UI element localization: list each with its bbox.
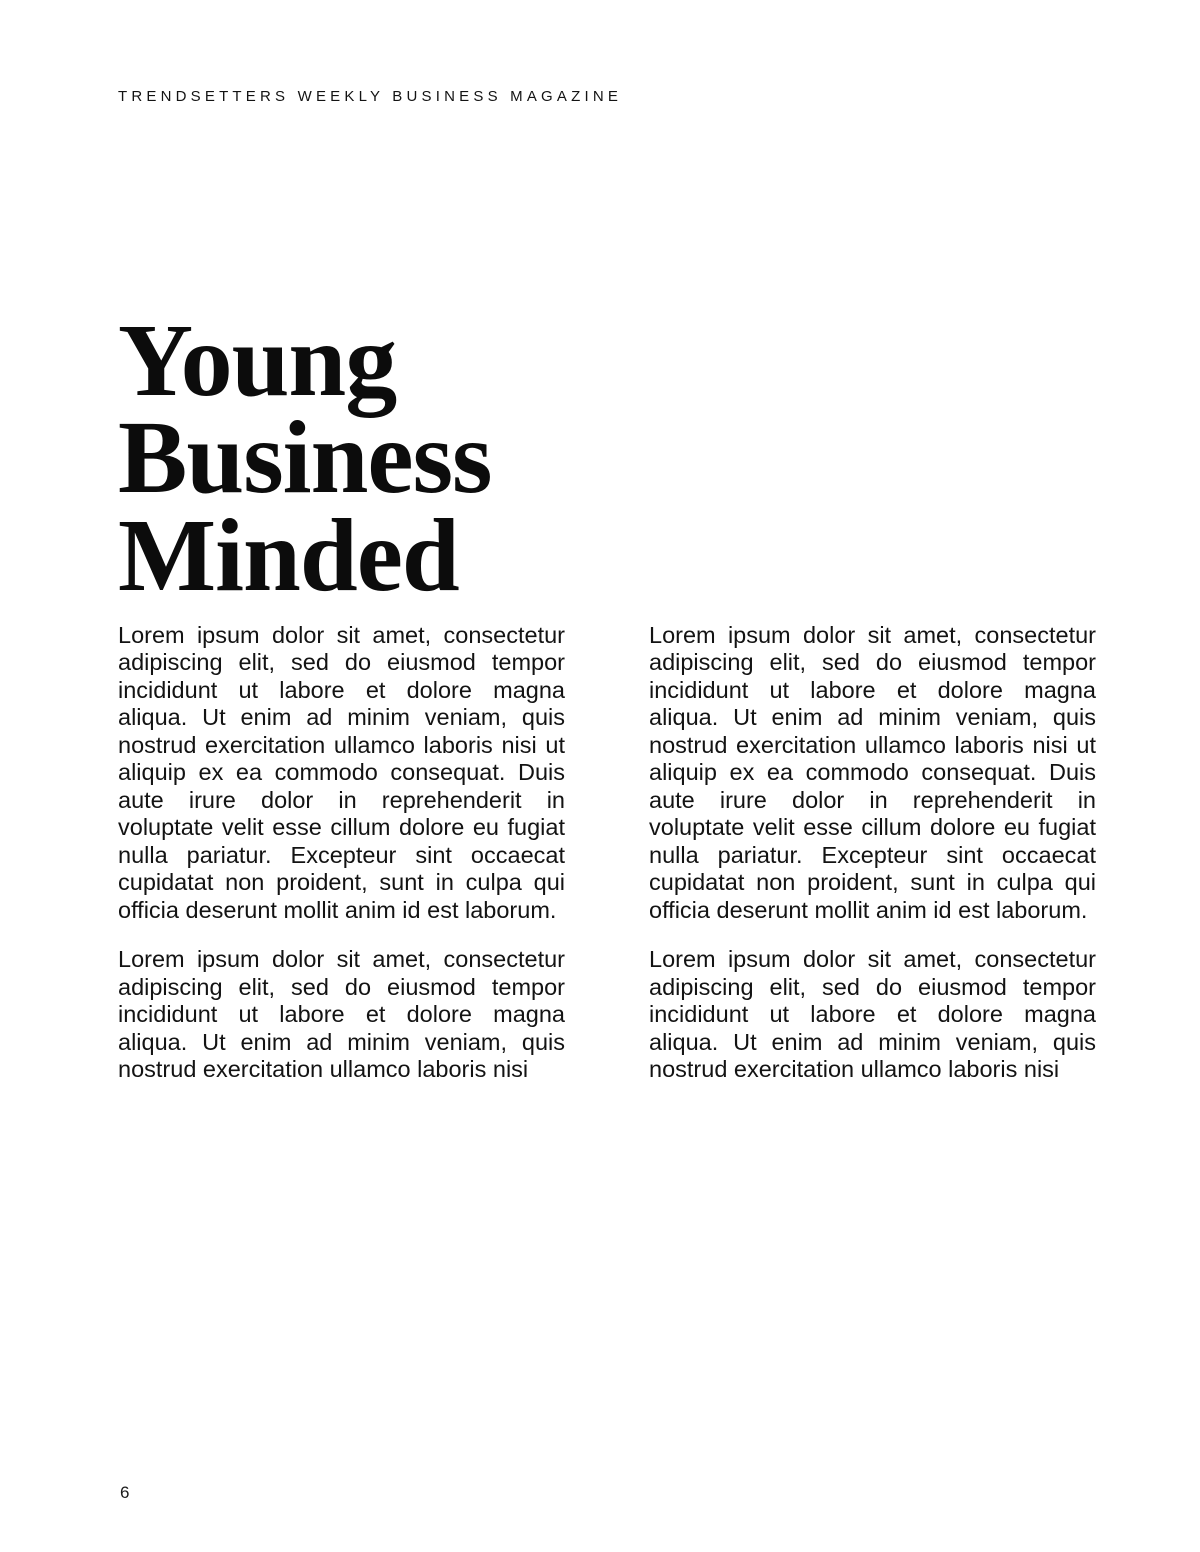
headline-line-2: Business xyxy=(118,400,492,516)
page-title xyxy=(118,302,738,614)
headline-line-1: Young xyxy=(118,302,397,418)
body-paragraph: Lorem ipsum dolor sit amet, consectetur adipiscing elit, sed do eiusmod tempor incididunt ut labore et dolore magna aliqua. Ut enim ad minim veniam, quis nostrud exercitation ullamco laboris nisi ut aliquip ex ea commodo consequat. Duis aute irure dolor in reprehenderit in voluptate velit esse cillum dolore eu fugiat nulla pariatur. Excepteur sint occaecat cupidatat non proident, sunt in culpa qui officia deserunt mollit anim id est laborum. xyxy=(649,622,1096,923)
body-columns xyxy=(118,622,1096,1084)
body-paragraph: Lorem ipsum dolor sit amet, consectetur adipiscing elit, sed do eiusmod tempor incididunt ut labore et dolore magna aliqua. Ut enim ad minim veniam, quis nostrud exercitation ullamco laboris nisi xyxy=(118,946,565,1083)
body-column-right xyxy=(649,622,1096,1084)
running-head: TRENDSETTERS WEEKLY BUSINESS MAGAZINE xyxy=(118,88,623,105)
body-paragraph: Lorem ipsum dolor sit amet, consectetur adipiscing elit, sed do eiusmod tempor incididunt ut labore et dolore magna aliqua. Ut enim ad minim veniam, quis nostrud exercitation ullamco laboris nisi xyxy=(649,946,1096,1083)
page-number: 6 xyxy=(120,1483,130,1502)
body-paragraph: Lorem ipsum dolor sit amet, consectetur adipiscing elit, sed do eiusmod tempor incididunt ut labore et dolore magna aliqua. Ut enim ad minim veniam, quis nostrud exercitation ullamco laboris nisi ut aliquip ex ea commodo consequat. Duis aute irure dolor in reprehenderit in voluptate velit esse cillum dolore eu fugiat nulla pariatur. Excepteur sint occaecat cupidatat non proident, sunt in culpa qui officia deserunt mollit anim id est laborum. xyxy=(118,622,565,923)
headline-line-3: Minded xyxy=(118,498,459,614)
body-column-left xyxy=(118,622,565,1084)
